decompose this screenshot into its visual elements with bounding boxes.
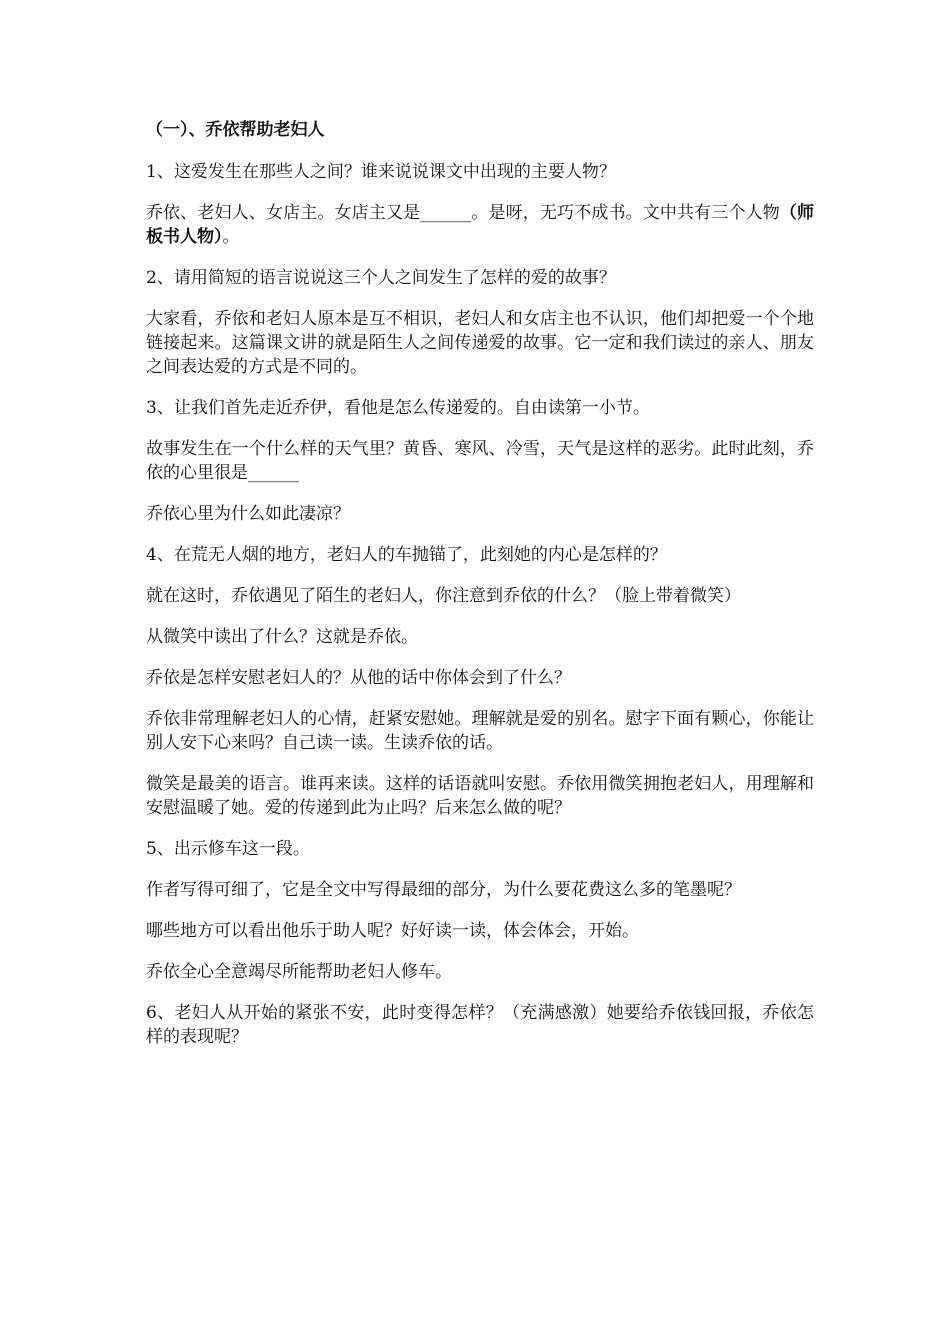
paragraph-14: 5、出示修车这一段。 — [146, 839, 310, 859]
paragraph-15: 作者写得可细了，它是全文中写得最细的部分，为什么要花费这么多的笔墨呢？ — [146, 880, 741, 900]
section-heading: （一）、乔依帮助老妇人 — [146, 120, 325, 140]
paragraph-10: 从微笑中读出了什么？这就是乔依。 — [146, 627, 418, 647]
paragraph-13: 微笑是最美的语言。谁再来读。这样的话语就叫安慰。乔依用微笑拥抱老妇人，用理解和安慰温暖了她。爱的传递到此为止吗？后来怎么做的呢？ — [146, 774, 814, 818]
paragraph-7: 乔依心里为什么如此凄凉？ — [146, 504, 350, 524]
paragraph-8: 4、在荒无人烟的地方，老妇人的车抛锚了，此刻她的内心是怎样的？ — [146, 545, 667, 565]
paragraph-2-end: 。 — [222, 227, 240, 247]
paragraph-18: 6、老妇人从开始的紧张不安，此时变得怎样？（充满感激）她要给乔依钱回报，乔依怎样的表现呢？ — [146, 1003, 814, 1047]
paragraph-2-text: 乔依、老妇人、女店主。女店主又是______。是呀，无巧不成书。文中共有三个人物 — [146, 203, 780, 223]
paragraph-12: 乔依非常理解老妇人的心情，赶紧安慰她。理解就是爱的别名。慰字下面有颗心，你能让别人安下心来吗？自己读一读。生读乔依的话。 — [146, 709, 814, 753]
paragraph-5: 3、让我们首先走近乔伊，看他是怎么传递爱的。自由读第一小节。 — [146, 398, 650, 418]
paragraph-1: 1、这爱发生在那些人之间？谁来说说课文中出现的主要人物？ — [146, 162, 616, 182]
paragraph-11: 乔依是怎样安慰老妇人的？从他的话中你体会到了什么？ — [146, 668, 571, 688]
paragraph-2 — [146, 201, 814, 249]
paragraph-4: 大家看，乔依和老妇人原本是互不相识，老妇人和女店主也不认识，他们却把爱一个个地链接起来。这篇课文讲的就是陌生人之间传递爱的故事。它一定和我们读过的亲人、朋友之间表达爱的方式是不同的。 — [146, 309, 814, 377]
paragraph-3: 2、请用简短的语言说说这三个人之间发生了怎样的爱的故事？ — [146, 268, 616, 288]
paragraph-6: 故事发生在一个什么样的天气里？黄昏、寒风、冷雪，天气是这样的恶劣。此时此刻，乔依的心里很是______ — [146, 439, 814, 483]
document-page — [146, 118, 814, 1066]
paragraph-17: 乔依全心全意竭尽所能帮助老妇人修车。 — [146, 962, 452, 982]
paragraph-16: 哪些地方可以看出他乐于助人呢？好好读一读，体会体会，开始。 — [146, 921, 639, 941]
teacher-board-note: （师板书人物） — [146, 203, 815, 247]
paragraph-9: 就在这时，乔依遇见了陌生的老妇人，你注意到乔依的什么？（脸上带着微笑） — [146, 586, 741, 606]
